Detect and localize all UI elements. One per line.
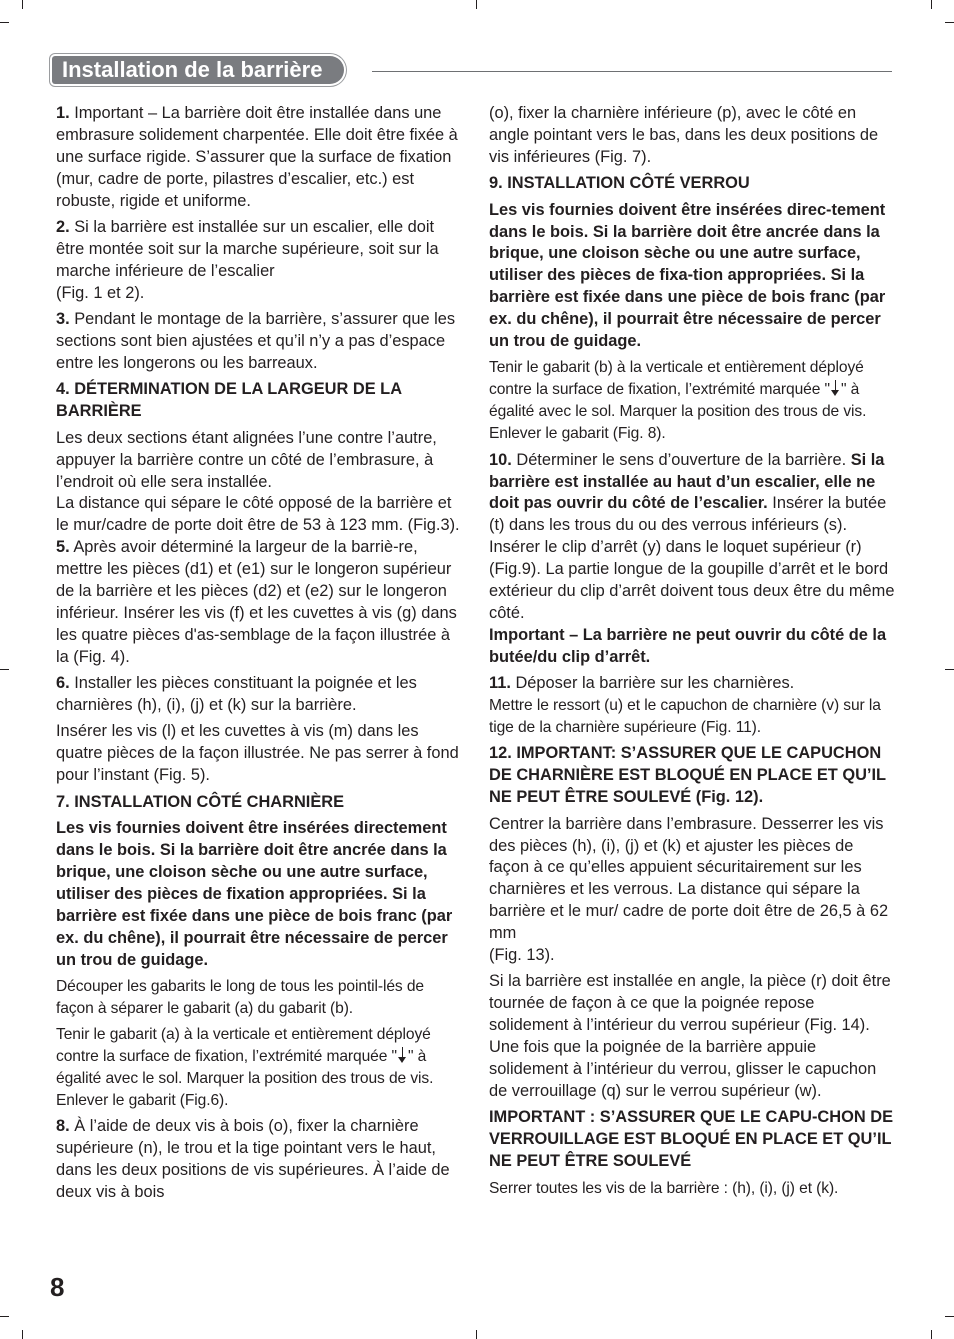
step-1 (56, 103, 462, 213)
header-rule (372, 71, 892, 72)
step-11-text-b: Mettre le ressort (u) et le capuchon de charnière (v) sur la tige de la charnière supérieure (Fig. 11). (489, 697, 881, 736)
crop-mark (0, 669, 9, 670)
page-number: 8 (50, 1272, 65, 1302)
step-7-warning: Les vis fournies doivent être insérées directement dans le bois. Si la barrière doit être ancrée dans la brique, une cloison sèche ou une autre surface, utiliser des pièces de fixation appropriées. Si la barrière est fixée dans une pièce de bois franc (par ex. du chêne), il pourrait être nécessaire de percer un trou de guidage. (56, 819, 453, 969)
step-2 (56, 217, 462, 305)
step-number: 8. (56, 1117, 70, 1136)
step-text: Après avoir déterminé la largeur de la barriè-re, mettre les pièces (d1) et (e1) sur le longeron supérieur de la barrière et les pièces (d2) et (e2) sur le longeron inférieur. Insérer les vis (f) et les cuvettes à vis (g) dans les quatre pièces d'as-semblage de la façon illustrée à la (Fig. 4). (56, 538, 457, 666)
step-number: 1. (56, 104, 70, 122)
step-number: 3. (56, 310, 70, 329)
step-number: 5. (56, 538, 70, 557)
step-9-heading: 9. INSTALLATION CÔTÉ VERROU (489, 174, 750, 193)
step-text: Déposer la barrière sur les charnières. (510, 674, 795, 693)
right-column (489, 103, 895, 1204)
step-5 (56, 537, 462, 668)
step-text: Si la barrière est installée sur un escalier, elle doit être montée soit sur la marche supérieure, soit sur la marche inférieure de l’escalier (56, 218, 439, 280)
crop-mark (945, 22, 954, 23)
step-text: Pendant le montage de la barrière, s’assurer que les sections sont bien ajustées et qu’il n’y a pas d’espace entre les longerons ou les barreaux. (56, 310, 456, 372)
step-4-text-a: Les deux sections étant alignées l’une contre l’autre, appuyer la barrière contre un côté de l’embrasure, à l’endroit où elle sera installée. (56, 428, 437, 491)
step-6 (56, 673, 462, 717)
page-title: Installation de la barrière (52, 56, 344, 84)
step-12-text-b: Si la barrière est installée en angle, la pièce (r) doit être tournée de façon à ce que la poignée repose solidement à l’intérieur du verrou supérieur (Fig. 14). Une fois que la poignée de la barrière appuie solidement à l’intérieur du verrou, glisser le capuchon de verrouillage (q) sur le verrou supérieur (w). (489, 972, 891, 1100)
step-9-warning: Les vis fournies doivent être insérées direc-tement dans le bois. Si la barrière doit être ancrée dans la brique, une cloison sèche ou une autre surface, utiliser des pièces de fixa-tion appropriées. Si la barrière est fixée dans une pièce de bois franc (par ex. du chêne), il pourrait être nécessaire de percer un trou de guidage. (489, 200, 886, 351)
figure-ref: (Fig. 1 et 2). (56, 283, 145, 302)
step-number: 6. (56, 674, 70, 693)
step-7-heading: 7. INSTALLATION CÔTÉ CHARNIÈRE (56, 792, 345, 811)
step-text: Insérer la butée (t) dans les trous du ou des verrous inférieurs (s). Insérer le clip d’arrêt (y) dans le loquet supérieur (r) (Fig.9). La partie longue de la goupille d’arrêt et le bord extérieur du clip d’arrêt doivent tous deux être du même côté. (489, 494, 895, 622)
crop-mark (476, 1330, 477, 1339)
step-text: Important – La barrière doit être installée dans une embrasure solidement charpentée. Elle doit être fixée à une surface rigide. S’assurer que la surface de fixation (mur, cadre de porte, pilastres d’escalier, etc.) est robuste, rigide et uniforme. (56, 104, 458, 210)
crop-mark (22, 0, 23, 9)
step-8 (56, 1116, 462, 1204)
final-instruction: Serrer toutes les vis de la barrière : (h), (i), (j) et (k). (489, 1179, 839, 1197)
step-number: 11. (489, 674, 511, 693)
step-10-important: Important – La barrière ne peut ouvrir du côté de la butée/du clip d’arrêt. (489, 625, 887, 666)
step-4-heading: 4. DÉTERMINATION DE LA LARGEUR DE LA BARRIÈRE (56, 380, 402, 421)
step-8-continued: (o), fixer la charnière inférieure (p), avec le côté en angle pointant vers le bas, dans les deux positions de vis inférieures (Fig. 7). (489, 104, 879, 166)
step-10 (489, 450, 895, 625)
step-text: À l’aide de deux vis à bois (o), fixer la charnière supérieure (n), le trou et la tige pointant vers le haut, dans les deux positions de vis supérieures. À l’aide de deux vis à bois (56, 1117, 450, 1202)
crop-mark (0, 1316, 9, 1317)
crop-mark (22, 1330, 23, 1339)
crop-mark (476, 0, 477, 9)
step-9-text: Tenir le gabarit (b) à la verticale et entièrement déployé contre la surface de fixation, l’extrémité marquée " " à égalité avec le sol. Marquer la position des trous de vis. Enlever le gabarit (Fig. 8). (489, 359, 867, 443)
crop-mark (931, 0, 932, 9)
step-10-warning: Si la barrière est installée au haut d’un escalier, elle ne doit pas ouvrir du côté de l’escalier. (489, 450, 885, 513)
crop-mark (945, 1316, 954, 1317)
step-4-text-b: La distance qui sépare le côté opposé de la barrière et le mur/cadre de porte doit être de 53 à 123 mm. (Fig.3). (56, 494, 460, 535)
step-12-heading: 12. IMPORTANT: S’ASSURER QUE LE CAPUCHON DE CHARNIÈRE EST BLOQUÉ EN PLACE ET QU’IL NE PEUT ÊTRE SOULEVÉ (Fig. 12). (489, 744, 886, 807)
crop-mark (931, 1330, 932, 1339)
step-6-text-b: Insérer les vis (l) et les cuvettes à vis (m) dans les quatre pièces de la façon illustrée. Ne pas serrer à fond pour l’instant (Fig. 5). (56, 722, 459, 785)
step-12-text-a: Centrer la barrière dans l’embrasure. Desserrer les vis des pièces (h), (i), (j) et (k) et ajuster les pièces de façon à ce qu’elles appuient sécuritairement sur les charnières et les verrous. La distance qui sépare la barrière et le mur/ cadre de porte doit être de 26,5 à 62 mm (Fig. 13). (489, 814, 889, 965)
step-number: 2. (56, 218, 70, 237)
section-header (52, 56, 892, 86)
step-3 (56, 309, 462, 375)
crop-mark (945, 669, 954, 670)
crop-mark (0, 22, 9, 23)
left-column (56, 103, 462, 1209)
step-text: Déterminer le sens d’ouverture de la barrière. (511, 450, 851, 469)
step-text: Installer les pièces constituant la poignée et les charnières (h), (i), (j) et (k) sur la barrière. (56, 674, 417, 715)
step-7-text-b: Tenir le gabarit (a) à la verticale et entièrement déployé contre la surface de fixation, l’extrémité marquée " " à égalité avec le sol. Marquer la position des trous de vis. Enlever le gabarit (Fig.6). (56, 1026, 434, 1109)
final-important-heading: IMPORTANT : S’ASSURER QUE LE CAPU-CHON DE VERROUILLAGE EST BLOQUÉ EN PLACE ET QU’IL NE PEUT ÊTRE SOULEVÉ (489, 1108, 894, 1171)
step-number: 10. (489, 450, 512, 469)
step-11 (489, 673, 895, 695)
step-7-text-a: Découper les gabarits le long de tous les pointil-lés de façon à séparer le gabarit (a) du gabarit (b). (56, 977, 425, 1017)
arrow-down-icon (831, 380, 840, 397)
figure-ref: (Fig. 13). (489, 946, 555, 965)
arrow-down-icon (398, 1047, 407, 1064)
